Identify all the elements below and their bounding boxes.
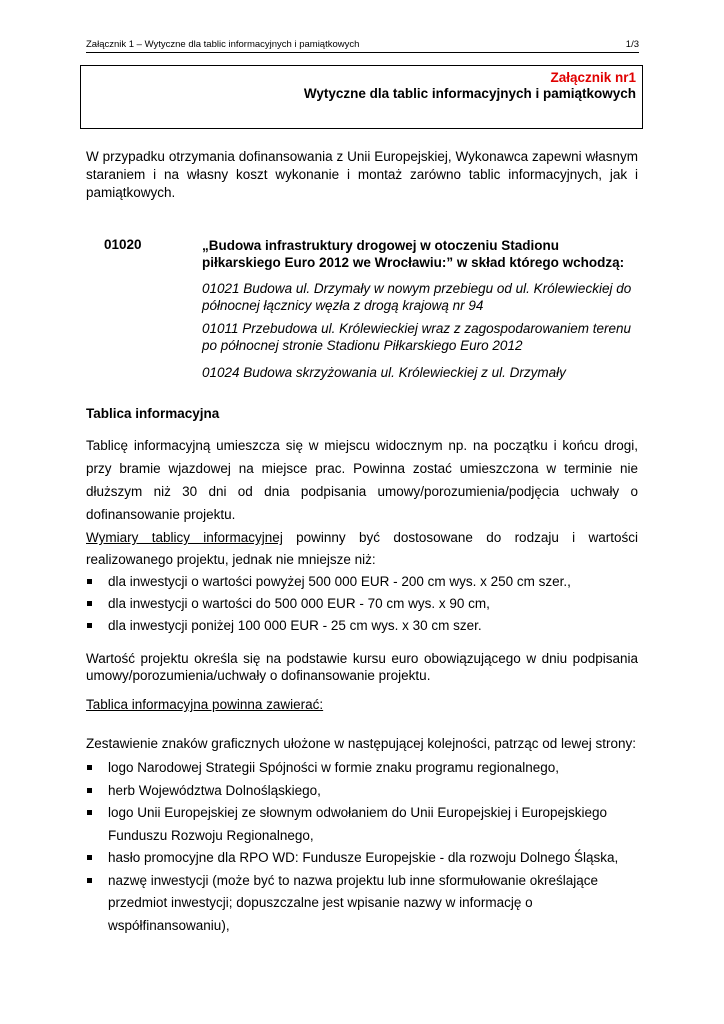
bullet-icon (87, 601, 92, 606)
intro-paragraph: W przypadku otrzymania dofinansowania z Unii Europejskiej, Wykonawca zapewni własnym staraniem i na własny koszt wykonanie i montaż zarówno tablic informacyjnych, jak i pamiątkowych. (86, 149, 638, 200)
contents-heading: Tablica informacyjna powinna zawierać: (86, 697, 324, 712)
bullet-icon (87, 623, 92, 628)
bullet-icon (87, 855, 92, 860)
page-number: 1/3 (625, 39, 639, 50)
contents-list (86, 757, 638, 937)
list-item: logo Narodowej Strategii Spójności w formie znaku programu regionalnego, (86, 757, 638, 780)
list-item: herb Województwa Dolnośląskiego, (86, 780, 638, 803)
bullet-icon (87, 579, 92, 584)
header-title: Załącznik 1 – Wytyczne dla tablic informacyjnych i pamiątkowych (86, 39, 360, 50)
dimensions-underlined: Wymiary tablicy informacyjnej (86, 530, 283, 545)
contents-intro: Zestawienie znaków graficznych ułożone w następującej kolejności, patrząc od lewej strony: (86, 736, 637, 751)
dimensions-paragraph (86, 527, 638, 571)
page-header (86, 39, 639, 53)
section-heading: Tablica informacyjna (86, 406, 220, 421)
bullet-icon (87, 810, 92, 815)
bullet-icon (87, 788, 92, 793)
dimensions-text: powinny być dostosowane do rodzaju i wartości realizowanego projektu, jednak nie mniejsze niż: (86, 530, 639, 567)
list-item: hasło promocyjne dla RPO WD: Fundusze Europejskie - dla rozwoju Dolnego Śląska, (86, 847, 638, 870)
dimensions-list (86, 571, 638, 637)
value-paragraph: Wartość projektu określa się na podstawie kursu euro obowiązującego w dniu podpisania umowy/porozumienia/uchwały o dofinansowanie projektu. (86, 651, 638, 683)
title-box (80, 65, 643, 129)
list-item: dla inwestycji poniżej 100 000 EUR - 25 cm wys. x 30 cm szer. (86, 615, 638, 637)
project-subitem: 01021 Budowa ul. Drzymały w nowym przebiegu od ul. Królewieckiej do północnej łącznicy węzła z drogą krajową nr 94 (202, 281, 632, 313)
project-subitem: 01011 Przebudowa ul. Królewieckiej wraz z zagospodarowaniem terenu po północnej stronie Stadionu Piłkarskiego Euro 2012 (202, 321, 631, 353)
project-code: 01020 (104, 237, 142, 252)
placement-paragraph: Tablicę informacyjną umieszcza się w miejscu widocznym np. na początku i końcu drogi, przy bramie wjazdowej na miejsce prac. Powinna zostać umieszczona w terminie nie dłuższym niż 30 dni od dnia podpisania umowy/porozumienia/podjęcia uchwały o dofinansowanie projektu. (86, 438, 638, 522)
project-subitem: 01024 Budowa skrzyżowania ul. Królewieckiej z ul. Drzymały (202, 365, 566, 380)
attachment-label: Załącznik nr1 (550, 70, 636, 85)
list-item: dla inwestycji o wartości powyżej 500 000 EUR - 200 cm wys. x 250 cm szer., (86, 571, 638, 593)
list-item: nazwę inwestycji (może być to nazwa projektu lub inne sformułowanie określające przedmiot inwestycji; dopuszczalne jest wpisanie nazwy w informację o współfinansowaniu), (86, 870, 638, 938)
bullet-icon (87, 878, 92, 883)
list-item: logo Unii Europejskiej ze słownym odwołaniem do Unii Europejskiej i Europejskiego Funduszu Rozwoju Regionalnego, (86, 802, 638, 847)
document-title: Wytyczne dla tablic informacyjnych i pamiątkowych (303, 86, 636, 101)
list-item: dla inwestycji o wartości do 500 000 EUR - 70 cm wys. x 90 cm, (86, 593, 638, 615)
bullet-icon (87, 765, 92, 770)
project-title: „Budowa infrastruktury drogowej w otoczeniu Stadionu piłkarskiego Euro 2012 we Wrocławiu:” w skład którego wchodzą: (202, 238, 625, 270)
